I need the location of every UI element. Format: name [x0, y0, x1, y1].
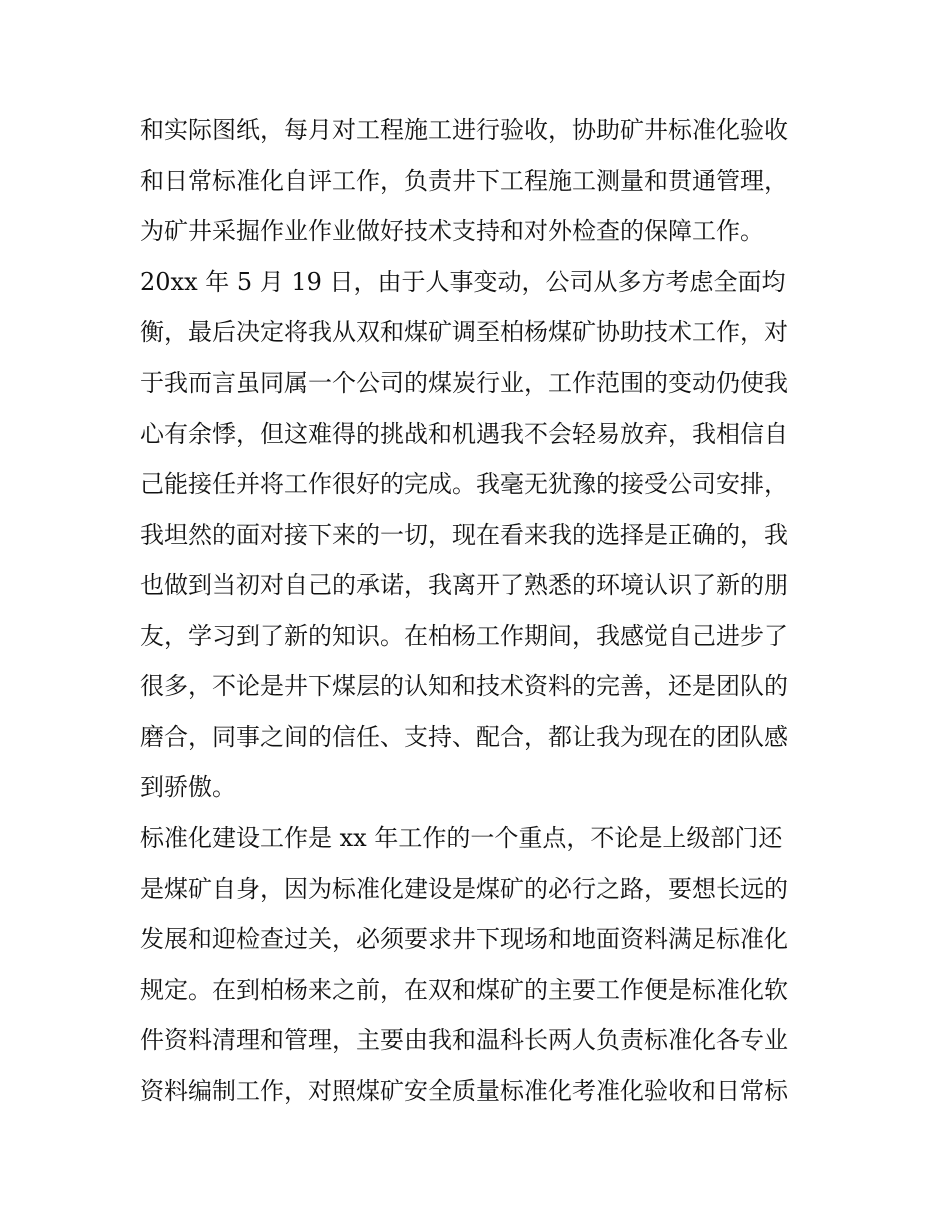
- text-line: 发展和迎检查过关，必须要求井下现场和地面资料满足标准化: [140, 925, 788, 953]
- text-line: 于我而言虽同属一个公司的煤炭行业，工作范围的变动仍使我: [140, 369, 788, 397]
- text-line: 和实际图纸，每月对工程施工进行验收，协助矿井标准化验收: [140, 116, 788, 144]
- text-line: 心有余悸，但这难得的挑战和机遇我不会轻易放弃，我相信自: [140, 420, 788, 448]
- text-line: 到骄傲。: [140, 773, 236, 801]
- text-line: 为矿井采掘作业作业做好技术支持和对外检查的保障工作。: [140, 217, 764, 245]
- text-line: 和日常标准化自评工作，负责井下工程施工测量和贯通管理，: [140, 167, 788, 195]
- text-line: 也做到当初对自己的承诺，我离开了熟悉的环境认识了新的朋: [140, 571, 788, 599]
- text-line: 资料编制工作，对照煤矿安全质量标准化考准化验收和日常标: [140, 1077, 788, 1105]
- text-line: 很多，不论是井下煤层的认知和技术资料的完善，还是团队的: [140, 672, 788, 700]
- text-line: 磨合，同事之间的信任、支持、配合，都让我为现在的团队感: [140, 723, 788, 751]
- text-line: 件资料清理和管理，主要由我和温科长两人负责标准化各专业: [140, 1026, 788, 1054]
- text-line: 衡，最后决定将我从双和煤矿调至柏杨煤矿协助技术工作，对: [140, 318, 788, 346]
- text-line: 我坦然的面对接下来的一切，现在看来我的选择是正确的，我: [140, 521, 788, 549]
- text-line: 标准化建设工作是 xx 年工作的一个重点，不论是上级部门还: [140, 824, 783, 852]
- text-line: 己能接任并将工作很好的完成。我毫无犹豫的接受公司安排，: [140, 470, 788, 498]
- text-line: 规定。在到柏杨来之前，在双和煤矿的主要工作便是标准化软: [140, 976, 788, 1004]
- text-line: 20xx 年 5 月 19 日，由于人事变动，公司从多方考虑全面均: [140, 268, 786, 296]
- text-line: 友，学习到了新的知识。在柏杨工作期间，我感觉自己进步了: [140, 622, 788, 650]
- text-line: 是煤矿自身，因为标准化建设是煤矿的必行之路，要想长远的: [140, 875, 788, 903]
